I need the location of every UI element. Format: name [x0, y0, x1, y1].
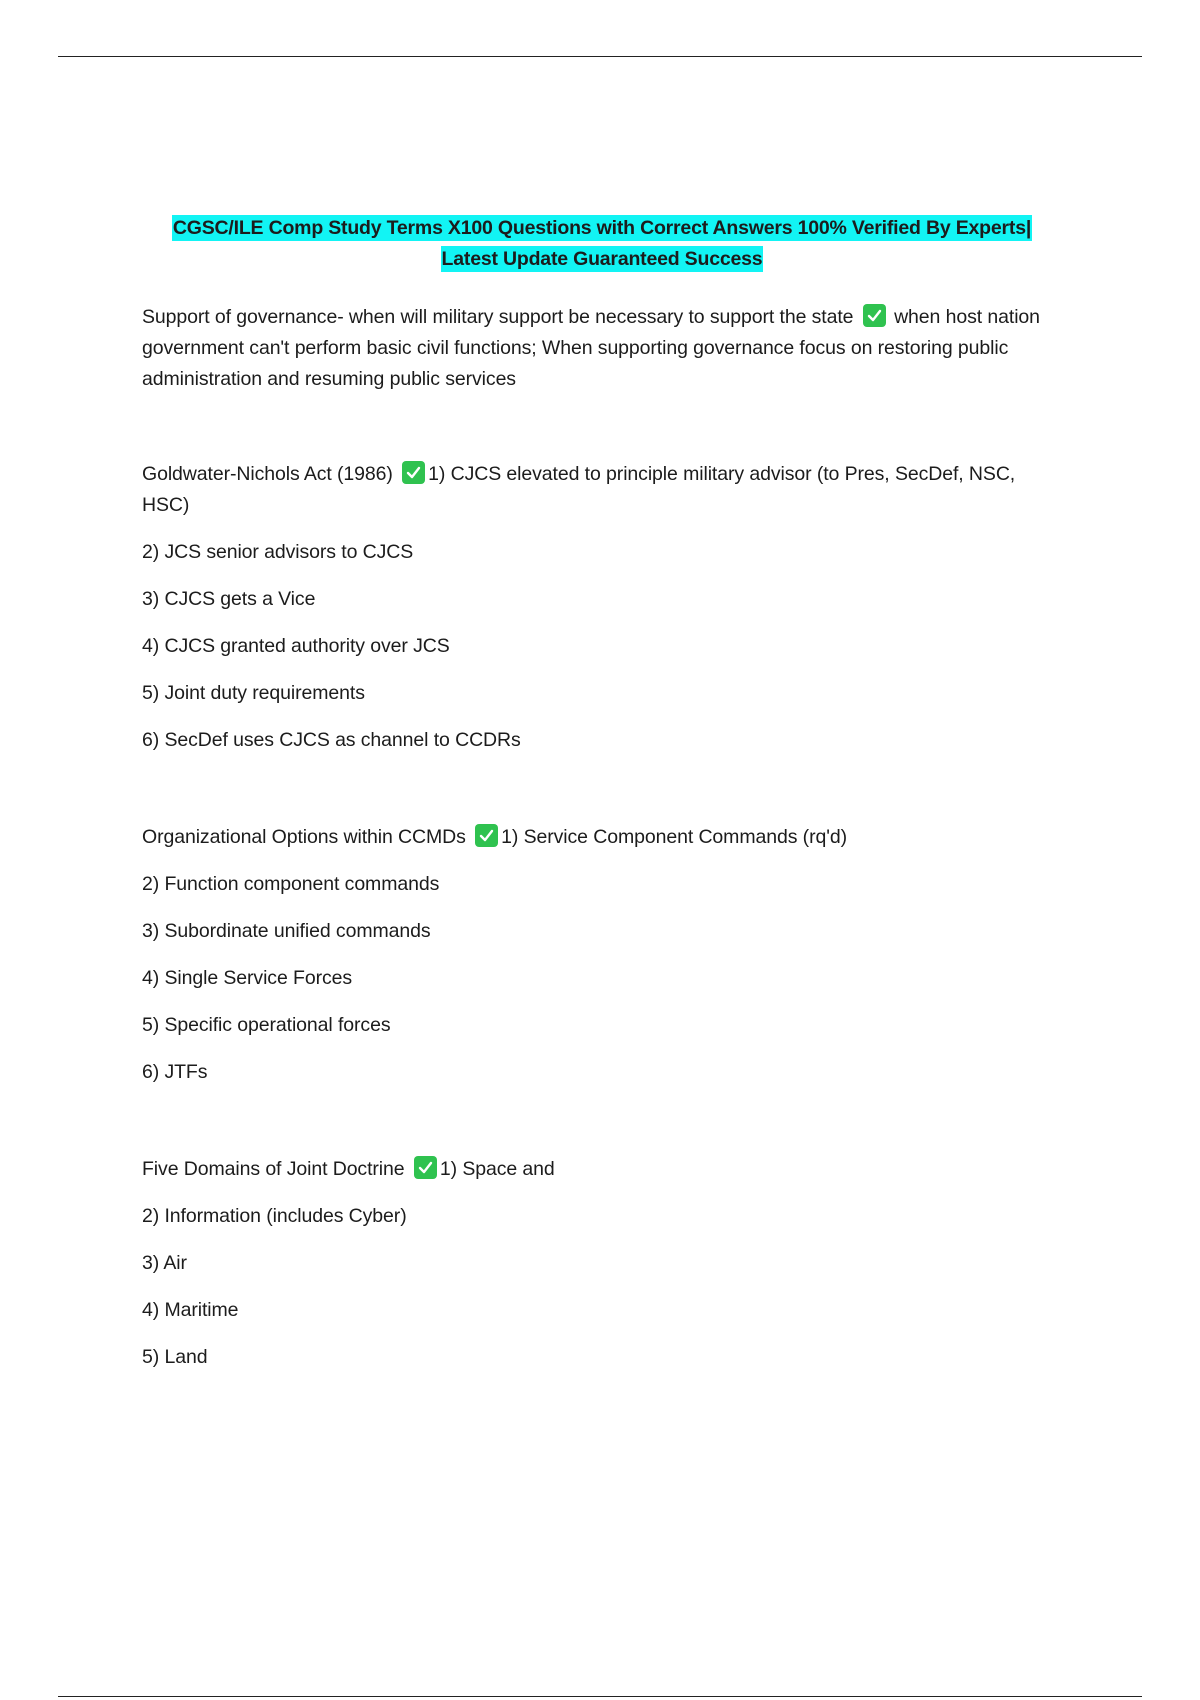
list-item: 5) Specific operational forces: [142, 1014, 391, 1036]
check-mark-icon: [475, 824, 498, 847]
list-item: 3) Subordinate unified commands: [142, 920, 431, 942]
list-item: 3) CJCS gets a Vice: [142, 588, 316, 610]
answer-text: 1) Space and: [439, 1158, 555, 1180]
question-text: Organizational Options within CCMDs: [142, 826, 466, 848]
question-text: Goldwater-Nichols Act (1986): [142, 463, 393, 485]
list-item: 2) Information (includes Cyber): [142, 1205, 407, 1227]
title-line-1: CGSC/ILE Comp Study Terms X100 Questions with Correct Answers 100% Verified By Experts|: [172, 217, 1032, 239]
title-line-2: Latest Update Guaranteed Success: [441, 248, 763, 270]
answer-text: 1) CJCS elevated to principle military advisor (to Pres, SecDef, NSC, HSC): [142, 463, 1016, 516]
check-mark-icon: [414, 1156, 437, 1179]
document-title: [142, 213, 1062, 275]
question-text: Support of governance- when will military support be necessary to support the state: [142, 306, 854, 328]
list-item: 5) Land: [142, 1346, 208, 1368]
list-item: 5) Joint duty requirements: [142, 682, 365, 704]
list-item: 4) CJCS granted authority over JCS: [142, 635, 450, 657]
qa-support-of-governance: [142, 302, 1062, 395]
answer-text: when host nation government can't perform basic civil functions; When supporting governance focus on restoring public administration and resuming public services: [142, 306, 1040, 390]
header-rule: [58, 56, 1142, 57]
footer-rule: [58, 1696, 1142, 1697]
question-text: Five Domains of Joint Doctrine: [142, 1158, 405, 1180]
list-item: 2) JCS senior advisors to CJCS: [142, 541, 414, 563]
list-item: 6) SecDef uses CJCS as channel to CCDRs: [142, 729, 521, 751]
check-mark-icon: [863, 304, 886, 327]
list-item: 3) Air: [142, 1252, 187, 1274]
list-item: 2) Function component commands: [142, 873, 440, 895]
list-item: 4) Single Service Forces: [142, 967, 353, 989]
list-item: 4) Maritime: [142, 1299, 239, 1321]
document-body: [142, 213, 1062, 1373]
check-mark-icon: [402, 461, 425, 484]
qa-goldwater-nichols: [142, 459, 1062, 521]
list-item: 6) JTFs: [142, 1061, 208, 1083]
qa-five-domains: [142, 1154, 1062, 1185]
answer-text: 1) Service Component Commands (rq'd): [501, 826, 847, 848]
qa-organizational-options: [142, 822, 1062, 853]
